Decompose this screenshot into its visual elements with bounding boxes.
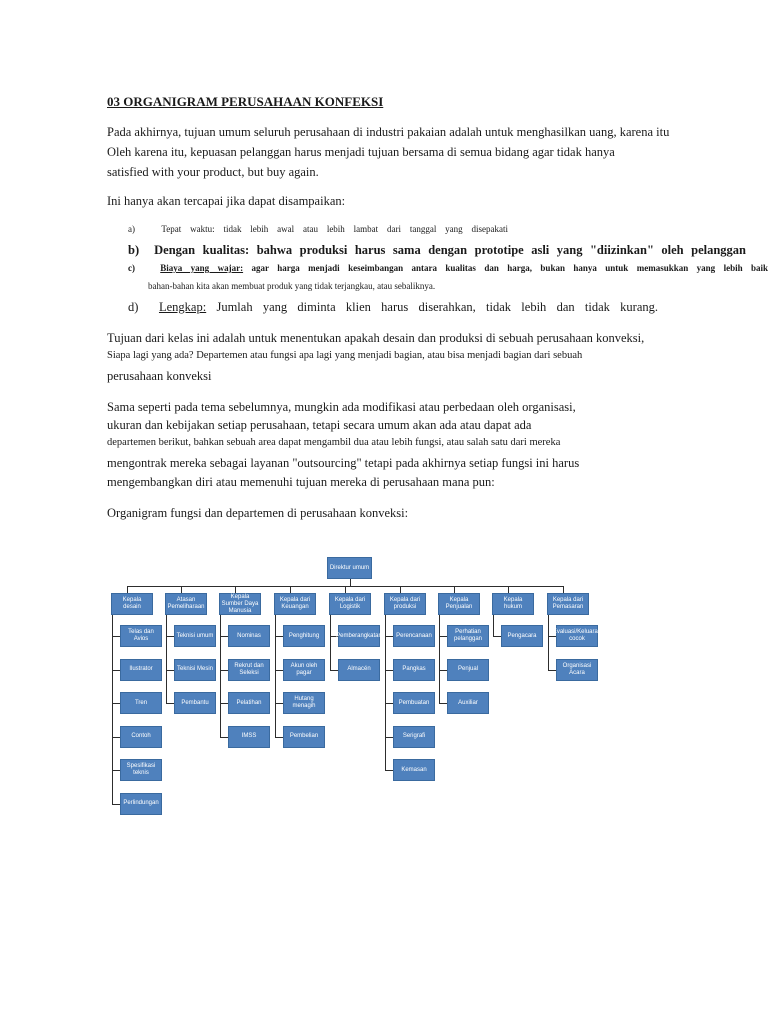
connector-dept-kepala-desain-vertical — [112, 615, 113, 804]
org-node-rekrut-dan-seleksi-label: Rekrut dan Seleksi — [234, 662, 264, 676]
org-node-ilustrator-label: Ilustrator — [129, 666, 153, 672]
org-node-telas-dan-avios — [120, 625, 162, 647]
org-node-perlindungan-label: Perlindungan — [123, 800, 159, 806]
org-node-organisasi-acara — [556, 659, 598, 681]
connector-dept-kepala-sumber-daya-manusia-child-1 — [220, 670, 228, 671]
org-node-pelatihan-label: Pelatihan — [236, 699, 262, 706]
connector-dept-kepala-dari-produksi — [400, 586, 401, 593]
org-node-imss — [228, 726, 270, 748]
dept-kepala-desain — [111, 593, 153, 615]
org-node-akun-oleh-pagar-label: Akun oleh pagar — [290, 662, 318, 676]
dept-kepala-dari-produksi-label: Kepala dari produksi — [389, 597, 421, 610]
org-node-auxiliar — [447, 692, 489, 714]
intro-line-3: satisfied with your product, but buy again. — [107, 165, 319, 179]
org-node-teknisi-mesin-label: Teknisi Mesin — [176, 666, 213, 672]
org-node-hutang-menagih — [283, 692, 325, 714]
org-node-rekrut-dan-seleksi — [228, 659, 270, 681]
connector-dept-kepala-dari-pemasaran-vertical — [548, 615, 549, 670]
org-node-serigrafi — [393, 726, 435, 748]
org-node-pembuatan — [393, 692, 435, 714]
connector-dept-kepala-penjualan-vertical — [439, 615, 440, 703]
intro-line-1: Pada akhirnya, tujuan umum seluruh perusahaan di industri pakaian adalah untuk menghasilkan uang, karena itu — [107, 125, 670, 139]
connector-dept-atasan-pemeliharaan-child-1 — [166, 670, 174, 671]
org-node-teknisi-umum — [174, 625, 216, 647]
list-marker-d: d) — [128, 300, 139, 314]
dept-kepala-dari-keuangan-label: Kepala dari Keuangan — [279, 597, 311, 610]
org-node-pembantu-label: Pembantu — [181, 699, 209, 706]
org-node-nominas — [228, 625, 270, 647]
org-node-pemberangkatan-label: Pemberangkatan — [336, 632, 382, 639]
org-node-nominas-label: Nominas — [237, 632, 261, 639]
para3-line-2: ukuran dan kebijakan setiap perusahaan, tetapi secara umum akan ada atau dapat ada — [107, 418, 532, 432]
org-node-pengacara — [501, 625, 543, 647]
connector-dept-kepala-desain — [127, 586, 128, 593]
org-node-contoh-label: Contoh — [131, 733, 151, 739]
connector-dept-kepala-penjualan — [454, 586, 455, 593]
org-node-perencanaan — [393, 625, 435, 647]
connector-dept-kepala-dari-keuangan-child-0 — [275, 636, 283, 637]
list-item-a — [128, 224, 508, 234]
org-node-pembelian — [283, 726, 325, 748]
dept-kepala-dari-logistik-label: Kepala dari Logistik — [334, 597, 366, 610]
org-node-perhatian-pelanggan-label: Perhatian pelanggan — [453, 629, 483, 642]
list-marker-a: a) — [128, 224, 135, 234]
connector-dept-kepala-hukum-child-0 — [493, 636, 501, 637]
connector-dept-kepala-dari-keuangan-child-1 — [275, 670, 283, 671]
org-node-contoh — [120, 726, 162, 748]
org-node-tren-label: Tren — [134, 699, 148, 706]
org-node-kemasan — [393, 759, 435, 781]
dept-kepala-dari-pemasaran — [547, 593, 589, 615]
connector-dept-kepala-sumber-daya-manusia — [235, 586, 236, 593]
connector-dept-kepala-desain-child-3 — [112, 737, 120, 738]
org-node-penghitung — [283, 625, 325, 647]
connector-dept-kepala-penjualan-child-0 — [439, 636, 447, 637]
list-term-a: Tepat waktu: — [161, 224, 215, 234]
connector-dept-kepala-desain-child-4 — [112, 770, 120, 771]
org-node-hutang-menagih-label: Hutang menagih — [292, 696, 316, 709]
dept-kepala-dari-produksi — [384, 593, 426, 615]
para3-line-4: mengontrak mereka sebagai layanan "outsourcing" tetapi pada akhirnya setiap fungsi ini harus — [107, 456, 580, 470]
list-marker-c: c) — [128, 263, 135, 273]
connector-dept-kepala-hukum — [508, 586, 509, 593]
org-node-organisasi-acara-label: Organisasi Acara — [562, 662, 592, 676]
dept-kepala-penjualan — [438, 593, 480, 615]
org-node-auxiliar-label: Auxiliar — [458, 699, 478, 706]
org-node-teknisi-mesin — [174, 659, 216, 681]
dept-kepala-hukum — [492, 593, 534, 615]
connector-dept-atasan-pemeliharaan-child-0 — [166, 636, 174, 637]
org-node-pangkas — [393, 659, 435, 681]
org-node-pengacara-label: Pengacara — [507, 632, 537, 639]
list-item-c — [128, 263, 768, 273]
list-item-d — [128, 300, 658, 315]
dept-kepala-hukum-label: Kepala hukum — [503, 597, 523, 610]
para3-line-5: mengembangkan diri atau memenuhi tujuan mereka di perusahaan mana pun: — [107, 475, 495, 489]
dept-kepala-dari-pemasaran-label: Kepala dari Pemasaran — [552, 597, 584, 610]
connector-root-down — [350, 579, 351, 586]
list-term-b: Dengan kualitas: — [154, 243, 250, 257]
connector-dept-kepala-desain-child-1 — [112, 670, 120, 671]
org-node-ilustrator — [120, 659, 162, 681]
list-term-c: Biaya yang wajar: — [160, 263, 244, 273]
list-text-b: bahwa produksi harus sama dengan prototipe asli yang "diizinkan" oleh pelanggan — [256, 243, 746, 257]
para2-line-1: Tujuan dari kelas ini adalah untuk menentukan apakah desain dan produksi di sebuah perusahaan konveksi, — [107, 331, 645, 345]
dept-kepala-desain-label: Kepala desain — [122, 597, 142, 610]
para2-line-3: perusahaan konveksi — [107, 369, 212, 383]
page-title: 03 ORGANIGRAM PERUSAHAAN KONFEKSI — [107, 94, 384, 109]
chart-intro: Organigram fungsi dan departemen di perusahaan konveksi: — [107, 506, 409, 520]
connector-dept-kepala-dari-produksi-vertical — [385, 615, 386, 770]
org-node-pembelian-label: Pembelian — [289, 733, 319, 739]
dept-kepala-sumber-daya-manusia — [219, 593, 261, 615]
connector-dept-kepala-hukum-vertical — [493, 615, 494, 636]
org-node-pembantu — [174, 692, 216, 714]
org-root-director-label: Direktur umum — [329, 564, 370, 571]
org-node-imss-label: IMSS — [241, 733, 257, 739]
org-node-penjual-label: Penjual — [457, 666, 478, 672]
para3-line-3: departemen berikut, bahkan sebuah area dapat mengambil dua atau lebih fungsi, atau salah satu dari mereka — [107, 437, 561, 448]
dept-kepala-sumber-daya-manusia-label: Kepala Sumber Daya Manusia — [221, 593, 259, 614]
org-node-penghitung-label: Penghitung — [288, 632, 320, 639]
org-node-pelatihan — [228, 692, 270, 714]
connector-dept-kepala-penjualan-child-1 — [439, 670, 447, 671]
org-node-spesifikasi-teknis — [120, 759, 162, 781]
para2-line-2: Siapa lagi yang ada? Departemen atau fungsi apa lagi yang menjadi bagian, atau bisa menjadi bagian dari sebuah — [107, 350, 583, 361]
org-node-perhatian-pelanggan — [447, 625, 489, 647]
connector-dept-kepala-dari-produksi-child-3 — [385, 737, 393, 738]
org-node-almac-n — [338, 659, 380, 681]
connector-dept-kepala-dari-pemasaran-child-1 — [548, 670, 556, 671]
list-marker-b: b) — [128, 243, 140, 257]
org-node-teknisi-umum-label: Teknisi umum — [176, 632, 214, 639]
dept-atasan-pemeliharaan-label: Atasan Pemeliharaan — [167, 597, 205, 610]
dept-kepala-dari-logistik — [329, 593, 371, 615]
connector-dept-kepala-dari-pemasaran — [563, 586, 564, 593]
connector-dept-kepala-dari-keuangan — [290, 586, 291, 593]
org-root-director — [327, 557, 372, 579]
list-text-c-2: bahan-bahan kita akan membuat produk yang tidak terjangkau, atau sebaliknya. — [148, 281, 436, 291]
dept-kepala-penjualan-label: Kepala Penjualan — [445, 597, 473, 610]
org-node-telas-dan-avios-label: Telas dan Avios — [128, 629, 154, 642]
org-node-pemberangkatan — [338, 625, 380, 647]
connector-dept-atasan-pemeliharaan-vertical — [166, 615, 167, 703]
org-node-kemasan-label: Kemasan — [401, 766, 427, 773]
connector-dept-kepala-dari-logistik — [345, 586, 346, 593]
connector-dept-kepala-dari-logistik-vertical — [330, 615, 331, 670]
connector-dept-kepala-dari-produksi-child-2 — [385, 703, 393, 704]
connector-dept-kepala-desain-child-0 — [112, 636, 120, 637]
connector-dept-kepala-penjualan-child-2 — [439, 703, 447, 704]
list-text-d: Jumlah yang diminta klien harus diserahkan, tidak lebih dan tidak kurang. — [216, 300, 658, 314]
connector-dept-kepala-dari-keuangan-child-3 — [275, 737, 283, 738]
connector-dept-kepala-dari-produksi-child-1 — [385, 670, 393, 671]
list-text-a: tidak lebih awal atau lebih lambat dari tanggal yang disepakati — [223, 224, 509, 234]
connector-dept-kepala-dari-keuangan-vertical — [275, 615, 276, 737]
dept-atasan-pemeliharaan — [165, 593, 207, 615]
org-node-penjual — [447, 659, 489, 681]
connector-dept-kepala-sumber-daya-manusia-child-2 — [220, 703, 228, 704]
list-term-d: Lengkap: — [158, 300, 207, 314]
org-node-akun-oleh-pagar — [283, 659, 325, 681]
connector-dept-kepala-dari-produksi-child-0 — [385, 636, 393, 637]
org-node-evaluasi-keluaran-cocok-label: Evaluasi/Keluaran cocok — [552, 629, 602, 642]
connector-dept-kepala-desain-child-5 — [112, 804, 120, 805]
org-node-evaluasi-keluaran-cocok — [552, 625, 602, 647]
intro-line-2: Oleh karena itu, kepuasan pelanggan harus menjadi tujuan bersama di semua bidang agar tidak hanya — [107, 145, 615, 159]
org-node-spesifikasi-teknis-label: Spesifikasi teknis — [126, 763, 156, 776]
org-node-pangkas-label: Pangkas — [402, 666, 426, 672]
org-node-serigrafi-label: Serigrafi — [402, 733, 426, 739]
org-node-almac-n-label: Almacén — [347, 666, 371, 672]
list-lead: Ini hanya akan tercapai jika dapat disampaikan: — [107, 194, 346, 208]
para3-line-1: Sama seperti pada tema sebelumnya, mungkin ada modifikasi atau perbedaan oleh organisasi, — [107, 400, 576, 414]
list-item-b — [128, 243, 746, 258]
dept-kepala-dari-keuangan — [274, 593, 316, 615]
connector-dept-kepala-dari-keuangan-child-2 — [275, 703, 283, 704]
connector-dept-atasan-pemeliharaan-child-2 — [166, 703, 174, 704]
connector-dept-kepala-sumber-daya-manusia-child-0 — [220, 636, 228, 637]
org-node-perlindungan — [120, 793, 162, 815]
connector-dept-kepala-desain-child-2 — [112, 703, 120, 704]
list-text-c: agar harga menjadi keseimbangan antara kualitas dan harga, bukan hanya untuk memasukkan yang lebih baik — [251, 263, 768, 273]
connector-dept-kepala-sumber-daya-manusia-vertical — [220, 615, 221, 737]
connector-dept-kepala-dari-produksi-child-4 — [385, 770, 393, 771]
connector-dept-atasan-pemeliharaan — [181, 586, 182, 593]
connector-dept-kepala-dari-logistik-child-1 — [330, 670, 338, 671]
org-node-pembuatan-label: Pembuatan — [398, 699, 430, 706]
org-node-perencanaan-label: Perencanaan — [396, 632, 432, 639]
org-node-tren — [120, 692, 162, 714]
connector-dept-kepala-sumber-daya-manusia-child-3 — [220, 737, 228, 738]
